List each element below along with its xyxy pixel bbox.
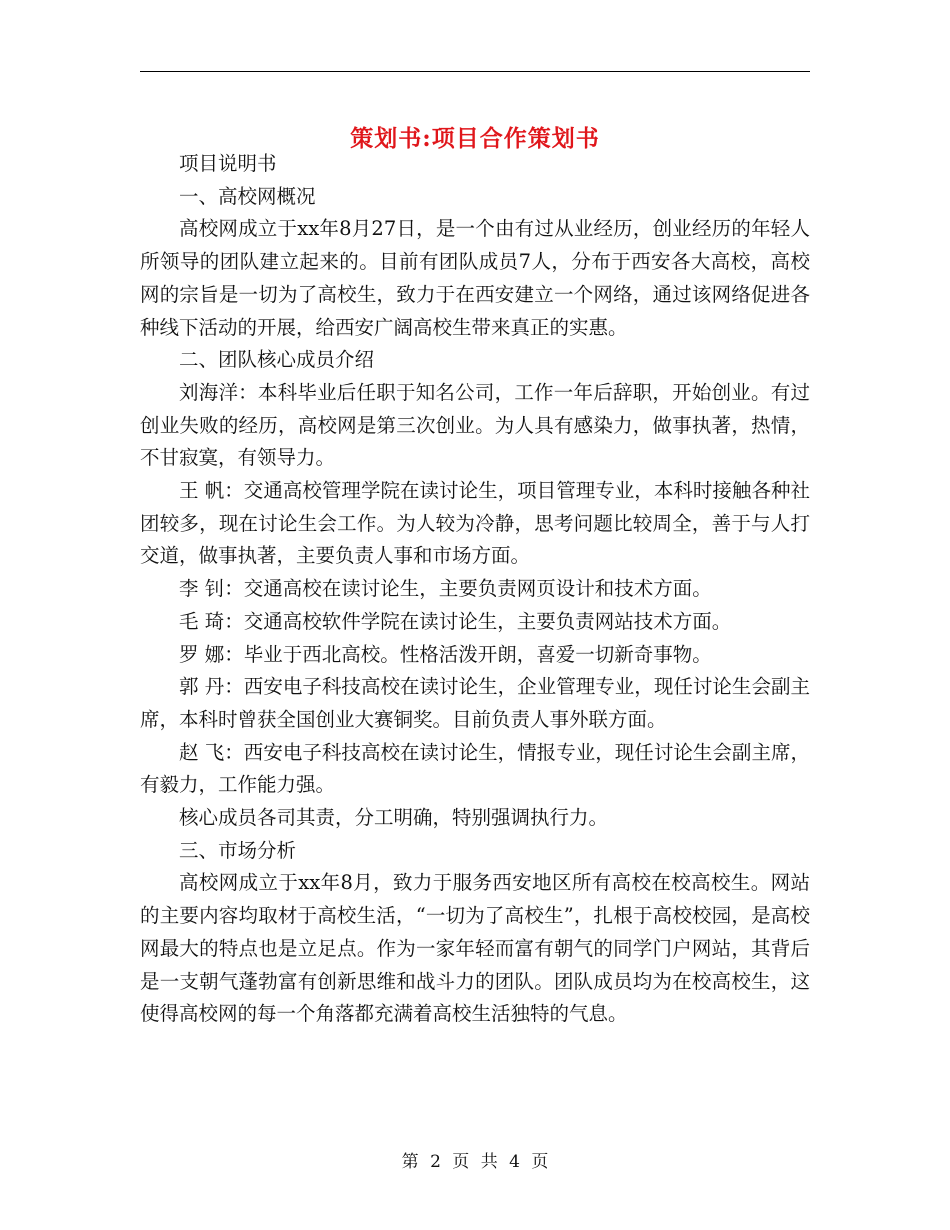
paragraph-market-analysis: 高校网成立于xx年8月，致力于服务西安地区所有高校在校高校生。网站的主要内容均取材于高校生活，“一切为了高校生”，扎根于高校校园，是高校网最大的特点也是立足点。作为一家年轻而富有朝气的同学门户网站，其背后是一支朝气蓬勃富有创新思维和战斗力的团队。团队成员均为在校高校生，这使得高校网的每一个角落都充满着高校生活独特的气息。 [140,871,810,1026]
paragraph-project-description: 项目说明书 [179,152,277,175]
paragraph-member-li: 李 钊：交通高校在读讨论生，主要负责网页设计和技术方面。 [179,577,712,601]
paragraph-member-guo: 郭 丹：西安电子科技高校在读讨论生，企业管理专业，现任讨论生会副主席，本科时曾获全国创业大赛铜奖。目前负责人事外联方面。 [140,675,810,731]
paragraph-member-zhao: 赵 飞：西安电子科技高校在读讨论生，情报专业，现任讨论生会副主席，有毅力，工作能力强。 [140,740,810,797]
paragraph-overview: 高校网成立于xx年8月27日，是一个由有过从业经历，创业经历的年轻人所领导的团队建立起来的。目前有团队成员7人，分布于西安各大高校，高校网的宗旨是一切为了高校生，致力于在西安建立一个网络，通过该网络促进各种线下活动的开展，给西安广阔高校生带来真正的实惠。 [140,217,810,339]
header-rule [140,71,810,72]
paragraph-member-wang: 王 帆：交通高校管理学院在读讨论生，项目管理专业，本科时接触各种社团较多，现在讨论生会工作。为人较为冷静，思考问题比较周全，善于与人打交道，做事执著，主要负责人事和市场方面。 [140,479,810,568]
heading-section-1: 一、高校网概况 [179,184,316,208]
heading-section-2: 二、团队核心成员介绍 [179,348,375,372]
document-title: 策划书:项目合作策划书 [350,125,600,153]
paragraph-member-mao: 毛 琦：交通高校软件学院在读讨论生，主要负责网站技术方面。 [179,609,732,633]
heading-section-3: 三、市场分析 [179,838,297,862]
paragraph-member-luo: 罗 娜：毕业于西北高校。性格活泼开朗，喜爱一切新奇事物。 [179,642,712,666]
paragraph-team-summary: 核心成员各司其责，分工明确，特别强调执行力。 [179,806,609,830]
paragraph-member-liu: 刘海洋：本科毕业后任职于知名公司，工作一年后辞职，开始创业。有过创业失败的经历，高校网是第三次创业。为人具有感染力，做事执著，热情，不甘寂寞，有领导力。 [140,380,810,470]
page-number: 第 2 页 共 4 页 [401,1152,549,1172]
document-body [140,148,810,1031]
